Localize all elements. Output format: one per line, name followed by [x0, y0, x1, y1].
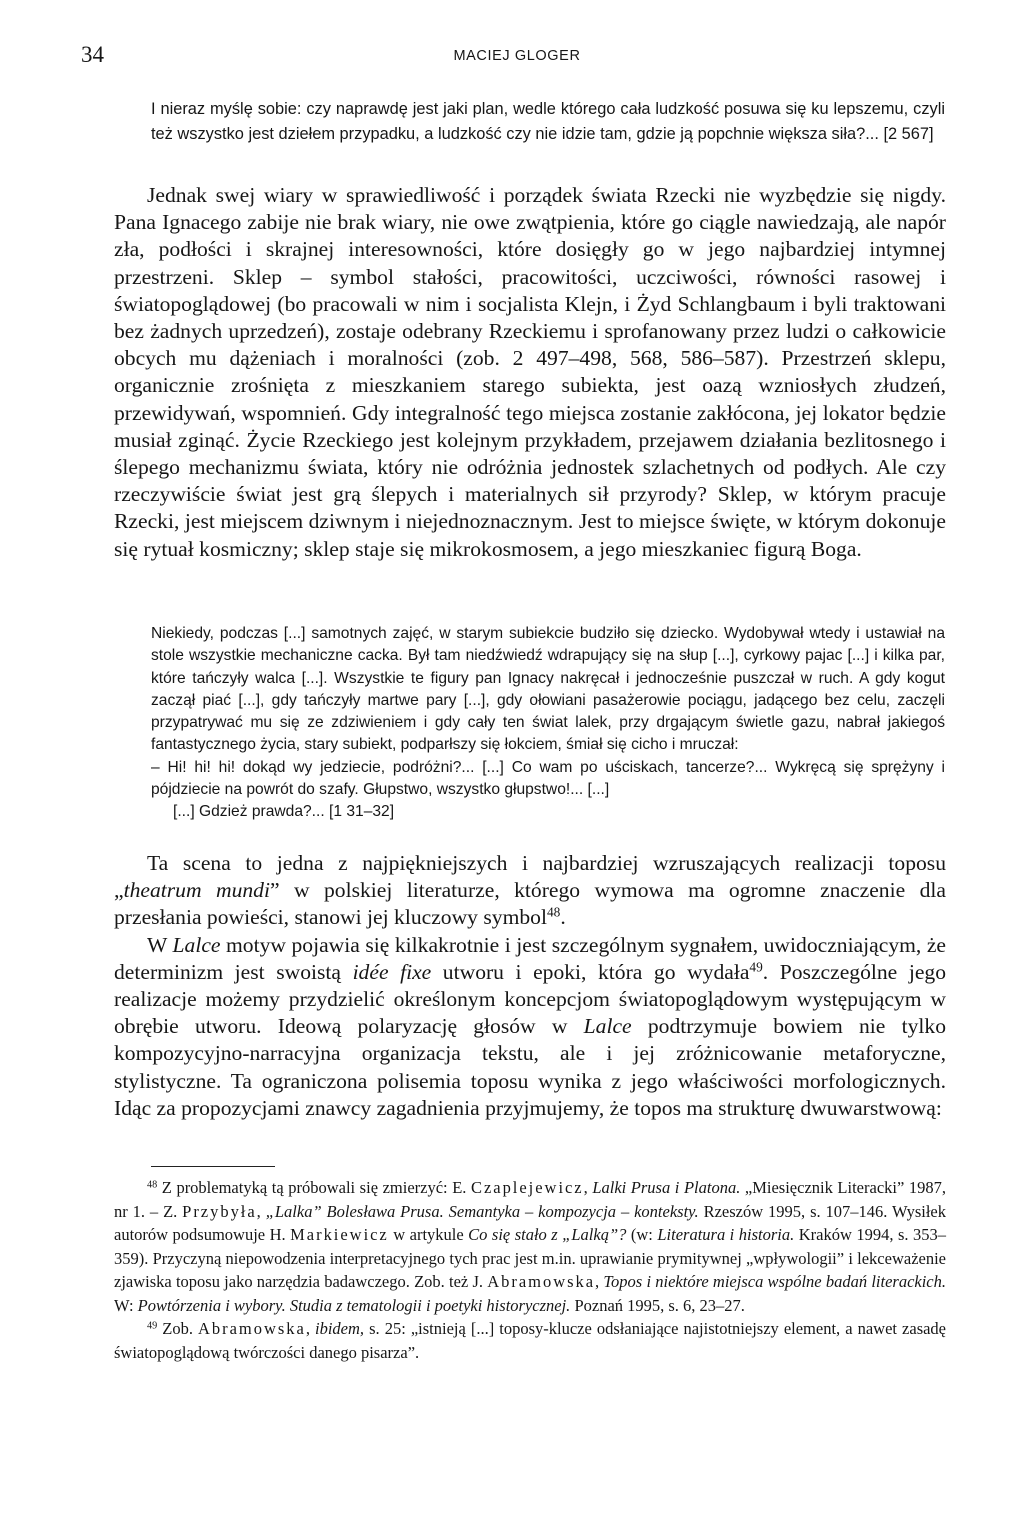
- block-quote-2: [151, 623, 945, 824]
- author-name: Abramowska: [198, 1319, 306, 1338]
- body-text-2: [114, 850, 946, 1122]
- body-paragraph: W Lalce motyw pojawia się kilkakrotnie i jest szczególnym sygnałem, uwidoczniającym, że determinizm jest swoistą idée fixe utworu i epoki, która go wydała$^{49}$. Poszczególne jego realizacje możemy przydzielić określonym koncepcjom światopoglądowym występującym w obrębie utworu. Ideową polaryzację głosów w Lalce podtrzymuje bowiem nie tylko kompozycyjno-narracyjna organizacja tekstu, ale i jej zróżnicowanie metaforyczne, stylistyczne. Ta ograniczona polisemia toposu wynika z jego właściwości morfologicznych. Idąc za propozycjami znawcy zagadnienia przyjmujemy, że topos ma strukturę dwuwarstwową:: [114, 932, 947, 1120]
- body-paragraph: Jednak swej wiary w sprawiedliwość i porządek świata Rzecki nie wyzbędzie się nigdy. Pana Ignacego zabije nie brak wiary, nie owe zwątpienia, które go ciągle nawiedzają, ale napór zła, podłości i skrajnej interesowności, które dosięgły go w jego najbardziej intymnej przestrzeni. Sklep – symbol stałości, pracowitości, uczciwości, równości rasowej i światopoglądowej (bo pracowali w nim i socjalista Klejn, i Żyd Schlangbaum i byli traktowani bez żadnych uprzedzeń), zostaje odebrany Rzeckiemu i sprofanowany przez ludzi o całkowicie obcych mu dążeniach i moralności (zob. 2 497–498, 568, 586–587). Przestrzeń sklepu, organicznie zrośnięta z mieszkaniem starego subiekta, jest oazą wzniosłych złudzeń, przewidywań, wspomnień. Gdy integralność tego miejsca zostanie zakłócona, jej lokator będzie musiał zginąć. Życie Rzeckiego jest kolejnym przykładem, przejawem działania bezlitosnego i ślepego mechanizmu świata, który nie odróżnia jednostek szlachetnych od podłych. Ale czy rzeczywiście świat jest grą ślepych i materialnych sił przyrody? Sklep, w którym pracuje Rzecki, jest miejscem dziwnym i niejednoznacznym. Jest to miejsce święte, w którym dokonuje się rytuał kosmiczny; sklep staje się mikrokosmosem, a jego mieszkaniec figurą Boga.: [114, 183, 946, 561]
- page-header: [81, 42, 953, 72]
- author-name: Markiewicz: [290, 1225, 389, 1244]
- footnote-ref-48[interactable]: 48: [546, 905, 561, 921]
- footnote-divider: [151, 1166, 275, 1167]
- italic-term: idée fixe: [352, 959, 432, 984]
- running-head: MACIEJ GLOGER: [453, 48, 581, 64]
- quote-paragraph: I nieraz myślę sobie: czy naprawdę jest jaki plan, wedle którego cała ludzkość posuwa się ku lepszemu, czyli też wszystko jest dziełem przypadku, a ludzkość czy nie idzie tam, gdzie ją popchnie większa siła?... [2 567]: [151, 100, 945, 143]
- italic-title: Lalce: [583, 1014, 632, 1039]
- footnote-ref-49[interactable]: 49: [749, 959, 763, 975]
- body-paragraph: Ta scena to jedna z najpiękniejszych i najbardziej wzruszających realizacji toposu „theatrum mundi” w polskiej literaturze, którego wymowa ma ogromne znaczenie dla przesłania powieści, stanowi jej kluczowy symbol$^{48}$.: [114, 851, 946, 930]
- body-text-1: [114, 182, 946, 563]
- footnote-48: $^{48}$ Z problematyką tą próbowali się zmierzyć: E. Czaplejewicz, Lalki Prusa i Platona. „Miesięcznik Literacki” 1987, nr 1. – Z. Przybyła, „Lalka” Bolesława Prusa. Semantyka – kompozycja – konteksty. Rzeszów 1995, s. 107–146. Wysiłek autorów podsumowuje H. Markiewicz w artykule Co się stało z „Lalką”? (w: Literatura i historia. Kraków 1994, s. 353–359). Przyczyną niepowodzenia interpretacyjnego tych prac jest m.in. uprawianie prymitywnej „wpływologii” i lekceważenie zjawiska toposu jako narzędzia badawczego. Zob. też J. Abramowska, Topos i niektóre miejsca wspólne badań literackich. W: Powtórzenia i wybory. Studia z tematologii i poetyki historycznej. Poznań 1995, s. 6, 23–27.: [114, 1178, 947, 1315]
- block-quote-1: [151, 97, 945, 146]
- author-name: Przybyła: [182, 1201, 257, 1221]
- italic-title: Lalce: [172, 932, 221, 957]
- italic-term: theatrum mundi: [123, 878, 270, 903]
- footnotes: [114, 1176, 946, 1364]
- footnote-number: 48: [147, 1179, 158, 1191]
- footnote-49: $^{49}$ Zob. Abramowska, ibidem, s. 25: „istnieją [...] toposy-klucze odsłaniające najistotniejszy element, a nawet zasadę światopoglądową twórczości danego pisarza”.: [114, 1319, 947, 1362]
- page-number: 34: [81, 42, 104, 67]
- author-name: Abramowska: [487, 1272, 596, 1291]
- quote-paragraph: Niekiedy, podczas [...] samotnych zajęć, w starym subiekcie budziło się dziecko. Wydobywał wtedy i ustawiał na stole wszystkie mechaniczne cacka. Był tam niedźwiedź wdrapujący się na słup [...], cyrkowy pajac [...] i kilka par, które tańczyły walca [...]. Wszystkie te figury pan Ignacy nakręcał i jednocześnie puszczał w ruch. A gdy kogut zaczął piać [...], gdy tańczyły martwe pary [...], gdy ołowiani pasażerowie pociągu, jadącego bez celu, zaczęli przypatrywać mu się ze zdziwieniem i gdy cały ten świat lalek, przy drgającym świetle gazu, nabrał jakiegoś fantastycznego życia, stary subiekt, podparłszy się łokciem, śmiał się cicho i mruczał:: [151, 625, 945, 754]
- quote-paragraph: – Hi! hi! hi! dokąd wy jedziecie, podróżni?... [...] Co wam po uściskach, tancerze?... Wykręcą się sprężyny i pójdziecie na powrót do szafy. Głupstwo, wszystko głupstwo!... [...]: [151, 758, 945, 799]
- quote-paragraph: [...] Gdzież prawda?... [1 31–32]: [173, 803, 395, 821]
- author-name: Czaplejewicz: [470, 1178, 584, 1197]
- footnote-number: 49: [147, 1320, 158, 1332]
